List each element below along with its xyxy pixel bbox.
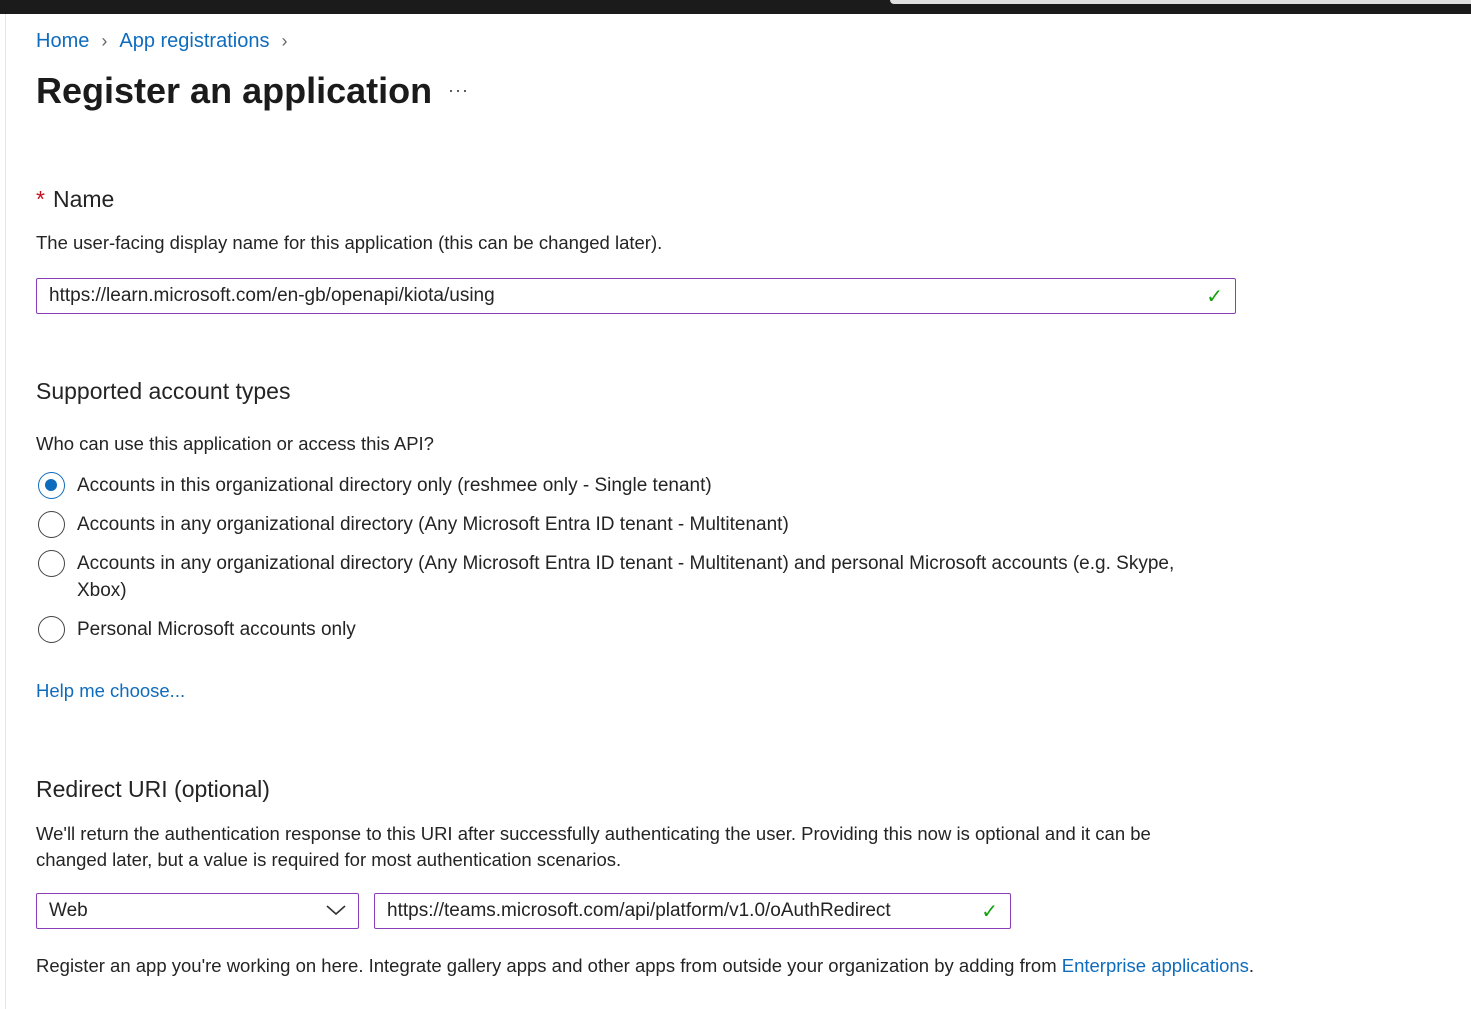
divider xyxy=(5,14,6,1009)
account-type-multitenant[interactable] xyxy=(38,511,1218,538)
radio-icon[interactable] xyxy=(38,616,65,643)
footer-end: . xyxy=(1248,955,1255,976)
top-bar xyxy=(0,0,1471,14)
name-value: https://learn.microsoft.com/en-gb/openapi/kiota/using xyxy=(49,285,495,306)
checkmark-icon: ✓ xyxy=(981,900,998,923)
account-type-personal-only[interactable] xyxy=(38,616,1218,643)
radio-label: Accounts in this organizational directory only (reshmee only - Single tenant) xyxy=(77,475,712,496)
redirect-description: We'll return the authentication response to this URI after successfully authenticating the user. Providing this now is optional and it can be changed later, but a value is required for most authentication scenarios. xyxy=(36,823,1151,870)
name-label-text: Name xyxy=(52,186,115,212)
required-marker: * xyxy=(36,186,45,212)
name-description: The user-facing display name for this application (this can be changed later). xyxy=(36,232,663,253)
radio-label: Accounts in any organizational directory (Any Microsoft Entra ID tenant - Multitenant) xyxy=(77,514,789,535)
account-type-single-tenant[interactable] xyxy=(38,472,1218,499)
chevron-down-icon xyxy=(326,900,346,922)
breadcrumb-app-registrations[interactable]: App registrations xyxy=(119,30,270,52)
page-title: Register an application xyxy=(36,70,433,111)
radio-label: Accounts in any organizational directory (Any Microsoft Entra ID tenant - Multitenant) and personal Microsoft accounts (e.g. Skype, Xbox) xyxy=(77,553,1175,601)
global-search[interactable] xyxy=(890,0,1471,4)
account-type-multitenant-personal[interactable] xyxy=(38,550,1218,604)
platform-select[interactable] xyxy=(36,893,359,929)
breadcrumb-home[interactable]: Home xyxy=(36,30,90,52)
account-types-question: Who can use this application or access this API? xyxy=(36,433,434,454)
help-me-choose-link[interactable]: Help me choose... xyxy=(36,680,186,701)
checkmark-icon: ✓ xyxy=(1206,285,1223,308)
redirect-uri-value: https://teams.microsoft.com/api/platform/v1.0/oAuthRedirect xyxy=(387,900,891,921)
name-input[interactable] xyxy=(36,278,1236,314)
footer-note xyxy=(36,955,1254,977)
redirect-uri-input[interactable] xyxy=(374,893,1011,929)
enterprise-applications-link[interactable]: Enterprise applications xyxy=(1061,955,1249,976)
radio-icon[interactable] xyxy=(38,511,65,538)
chevron-right-icon: › xyxy=(281,31,288,51)
footer-text: Register an app you're working on here. Integrate gallery apps and other apps from outside your organization by adding from xyxy=(36,955,1062,976)
name-label xyxy=(36,186,114,213)
breadcrumb xyxy=(36,30,287,53)
account-types-heading: Supported account types xyxy=(36,378,291,404)
radio-selected-icon[interactable] xyxy=(38,472,65,499)
more-options-button[interactable]: ··· xyxy=(448,80,469,100)
radio-label: Personal Microsoft accounts only xyxy=(77,619,356,640)
chevron-right-icon: › xyxy=(101,31,108,51)
platform-value: Web xyxy=(49,900,88,921)
radio-icon[interactable] xyxy=(38,550,65,577)
redirect-heading: Redirect URI (optional) xyxy=(36,776,270,802)
